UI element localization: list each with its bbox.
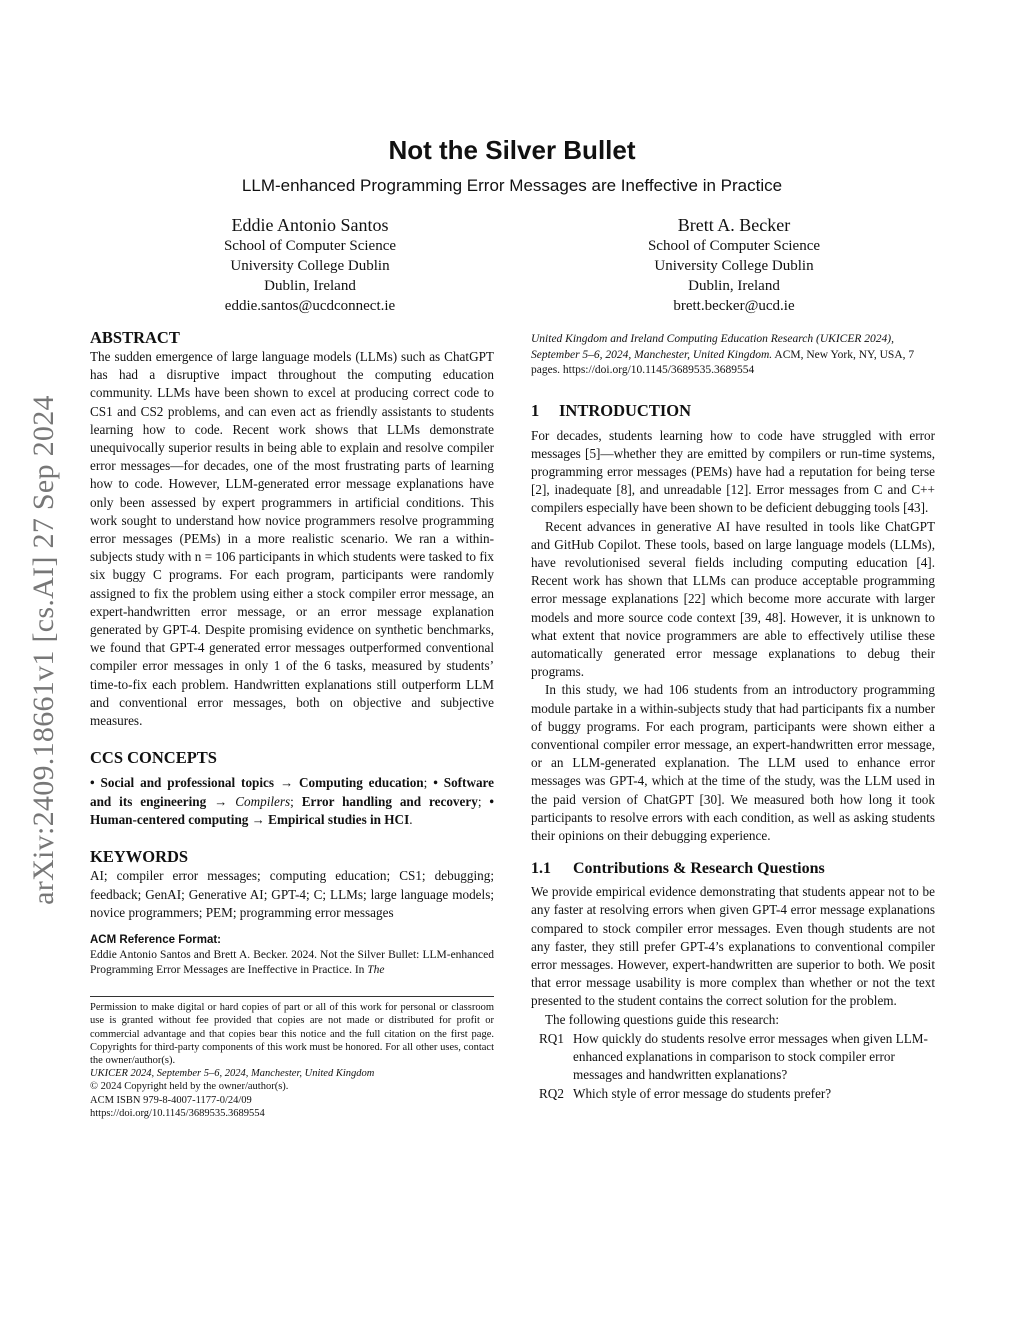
contrib-paragraph-2: The following questions guide this research:	[545, 1011, 780, 1027]
intro-paragraph-1: For decades, students learning how to code have struggled with error messages [5]—whether they are emitted by compilers or run-time systems, programming error messages (PEMs) have had a reputation for being terse [2], inadequate [8], and unreadable [12]. Error messages from C and C++ compilers especially have been shown to be deficient debugging tools [43].	[531, 427, 935, 516]
conference-line: UKICER 2024, September 5–6, 2024, Manchester, United Kingdom	[90, 1068, 375, 1080]
right-column	[531, 332, 935, 1104]
intro-paragraph-2: Recent advances in generative AI have resulted in tools like ChatGPT and GitHub Copilot. These tools, based on large language models (LLMs), have revolutionised several fields including computing education [4]. Recent work has shown that LLMs can produce acceptable programming error message explanations [22] which become more accurate with larger models and more source code context [39, 48]. However, it is unknown to what extent that novice programmers are able to effectively utilise these automatically generated error message explanations to debug their programs.	[531, 518, 935, 680]
copyright-line: © 2024 Copyright held by the owner/author(s).	[90, 1081, 289, 1093]
author-university: University College Dublin	[654, 258, 814, 274]
author-dept: School of Computer Science	[647, 238, 821, 254]
arxiv-identifier: arXiv:2409.18661v1 [cs.AI] 27 Sep 2024	[27, 395, 60, 905]
permission-notice: Permission to make digital or hard copies of part or all of this work for personal or classroom use is granted without fee provided that copies are not made or distributed for profit or commercial advantage and that copies bear this notice and the full citation on the first page. Copyrights for third-party components of this work must be honored. For all other uses, contact the owner/author(s).	[90, 1002, 494, 1066]
contributions-heading: 1.1 Contributions & Research Questions	[531, 860, 825, 878]
intro-paragraph-3: In this study, we had 106 students from an introductory programming module partake in a within-subjects study that had participants fix a number of buggy programs. For each program, participants were shown either a conventional compiler error message, an expert-handwritten error message, or an LLM-generated explanation. The LLM used to enhance error messages was GPT-4, which at the time of the study, was the LLM used in the paid version of ChatGPT [30]. We measured both how long it took participants to resolve errors with each condition, as well as asking students their opinions on their debugging experience.	[531, 682, 935, 843]
acm-reference-label: ACM Reference Format:	[90, 934, 221, 947]
arxiv-sidebar	[14, 350, 74, 950]
author-dept: School of Computer Science	[223, 238, 397, 254]
venue-info: United Kingdom and Ireland Computing Education Research (UKICER 2024), September 5–6, 2024, Manchester, United Kingdom. ACM, New York, NY, USA, 7 pages. https://doi.org/10.1145/3689535.3689554	[531, 333, 915, 376]
author-block-2	[574, 214, 894, 316]
author-email: eddie.santos@ucdconnect.ie	[224, 298, 396, 314]
introduction-heading: 1 INTRODUCTION	[531, 400, 692, 420]
paper-title: Not the Silver Bullet	[388, 135, 636, 165]
ccs-concepts: • Social and professional topics → Computing education; • Software and its engineering → Compilers; Error handling and recovery; • Human-centered computing → Empirical studies in HCI.	[90, 775, 495, 828]
ccs-heading: CCS CONCEPTS	[90, 748, 217, 768]
paper-subtitle: LLM-enhanced Programming Error Messages are Ineffective in Practice	[241, 176, 783, 195]
keywords-text: AI; compiler error messages; computing education; CS1; debugging; feedback; GenAI; Generative AI; GPT-4; C; LLMs; large language models; novice programmers; PEM; programming error messages	[90, 868, 494, 920]
author-location: Dublin, Ireland	[264, 278, 356, 294]
contrib-paragraph-1: We provide empirical evidence demonstrating that students appear not to be any faster at resolving errors when given GPT-4 error message explanations compared to stock compiler error messages. Even though students are not any faster, they still prefer GPT-4’s explanations to conventional compiler error messages. However, expert-handwritten are superior to both. We posit that error message usability is more complex than whether or not the text presented to the student contains the correct solution for the problem.	[531, 884, 935, 1009]
acm-reference-text: Eddie Antonio Santos and Brett A. Becker. 2024. Not the Silver Bullet: LLM-enhanced Programming Error Messages are Ineffective in Practice. In The	[90, 949, 494, 977]
author-location: Dublin, Ireland	[688, 278, 780, 294]
research-question: RQ1 How quickly do students resolve error messages when given LLM-enhanced explanations in comparison to stock compiler error messages and handwritten explanations?	[539, 1030, 928, 1083]
author-block-1	[150, 214, 470, 316]
abstract-text: The sudden emergence of large language models (LLMs) such as ChatGPT has had a disruptive impact throughout the computing education community. LLMs have been shown to excel at producing correct code to CS1 and CS2 problems, and can even act as friendly assistants to students learning how to code. Recent work shows that LLMs demonstrate unequivocally superior results in being able to explain and resolve compiler error messages—for decades, one of the most frustrating parts of learning how to code. However, LLM-generated error message explanations have only been assessed by expert programmers in artificial conditions. This work sought to understand how novice programmers resolve programming error messages (PEMs) in a more realistic scenario. We ran a within-subjects study with n = 106 participants in which students were tasked to fix six buggy C programs. For each program, participants were randomly assigned to fix the problem using either a stock compiler error message, an expert-handwritten error message, or an error message explanation generated by GPT-4. Despite promising evidence on synthetic benchmarks, we found that GPT-4 generated error messages outperformed conventional compiler error messages in only 1 of the 6 tasks, measured by students’ time-to-fix each problem. Handwritten explanations still outperform LLM and conventional error messages, both on objective and subjective measures.	[90, 349, 494, 729]
left-column	[90, 328, 494, 1120]
keywords-heading: KEYWORDS	[90, 847, 189, 867]
footnote-rule	[90, 996, 494, 997]
author-name: Eddie Antonio Santos	[231, 215, 389, 235]
abstract-heading: ABSTRACT	[90, 328, 180, 347]
author-university: University College Dublin	[230, 258, 390, 274]
author-email: brett.becker@ucd.ie	[673, 298, 795, 314]
isbn-line: ACM ISBN 979-8-4007-1177-0/24/09	[90, 1094, 252, 1106]
doi-link[interactable]: https://doi.org/10.1145/3689535.3689554	[90, 1107, 265, 1119]
author-name: Brett A. Becker	[677, 215, 791, 235]
research-question: RQ2 Which style of error message do students prefer?	[539, 1086, 832, 1102]
